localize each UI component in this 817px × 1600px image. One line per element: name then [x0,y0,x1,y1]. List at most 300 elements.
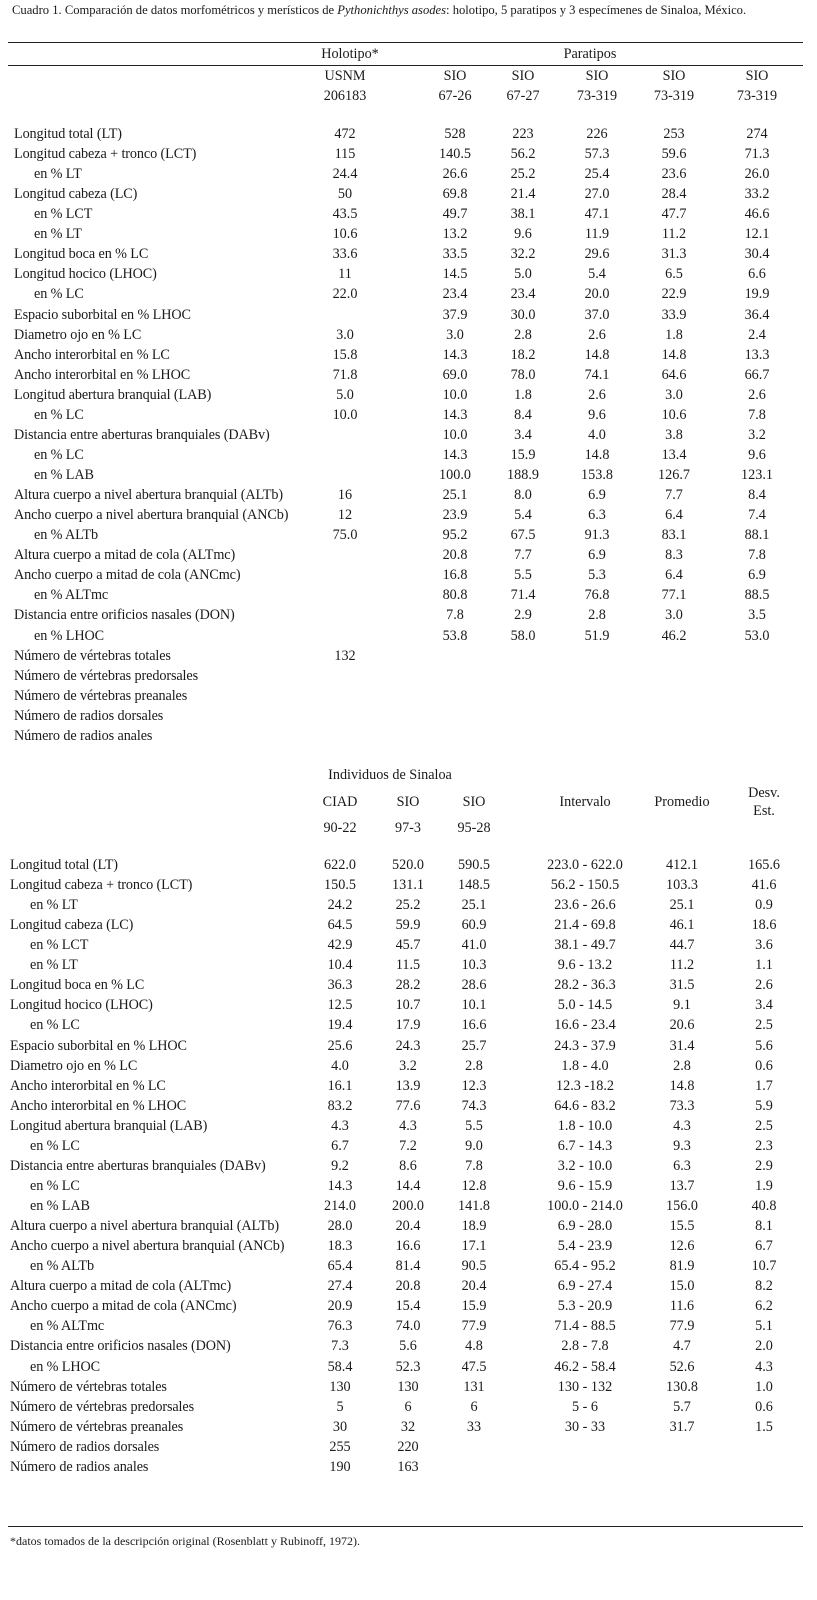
table-cell: 8.4 [748,487,766,504]
table-cell: 31.4 [669,1037,695,1054]
table-cell: 1.9 [755,1177,773,1194]
table-cell: 2.8 [514,326,532,343]
table-cell: 51.9 [584,627,610,644]
table-cell: 40.8 [751,1198,777,1215]
table-cell: 13.3 [744,346,770,363]
table-cell: 520.0 [392,857,424,873]
table-cell: 76.8 [584,587,610,604]
table-cell: 2.8 [465,1057,483,1074]
table-row [0,1397,817,1417]
row-label: Longitud cabeza + tronco (LCT) [14,146,197,163]
table-cell: 73.3 [669,1097,695,1114]
row-label: Longitud cabeza (LC) [14,186,138,203]
table-cell: 8.2 [755,1278,773,1295]
table-cell: 2.8 [673,1057,691,1074]
table-cell: 44.7 [669,937,695,954]
row-label: en % ALTb [34,527,98,544]
table-cell: 17.9 [395,1017,421,1034]
table-cell: 24.3 - 37.9 [554,1037,616,1054]
table2-col-1-name: SIO [396,794,420,810]
table-row [0,485,817,505]
table-cell: 5 [336,1398,344,1415]
table-cell: 4.7 [673,1338,691,1355]
row-label: Altura cuerpo a nivel abertura branquial (ALTb) [10,1218,279,1235]
table-cell: 5.1 [755,1318,773,1335]
table-cell: 200.0 [392,1198,424,1215]
table-cell: 56.2 - 150.5 [550,877,620,894]
table-cell: 2.5 [755,1117,773,1134]
table-cell: 5.6 [755,1037,773,1054]
table-cell: 31.3 [661,246,687,263]
table-cell: 5.3 - 20.9 [557,1298,613,1315]
row-label: Distancia entre orificios nasales (DON) [10,1338,231,1355]
table-cell: 17.1 [461,1238,487,1255]
table-cell: 67.5 [510,527,536,544]
table-cell: 4.3 [399,1117,417,1134]
table-row [0,666,817,686]
table-cell: 46.2 [661,627,687,644]
table-cell: 59.6 [661,146,687,163]
table1-col-3-number: 73-319 [576,88,618,104]
table-row [0,1196,817,1216]
table-row [0,144,817,164]
table-cell: 6 [470,1398,478,1415]
table-cell: 6.9 [588,487,606,504]
table-cell: 42.9 [327,937,353,954]
table1-col-0-number: 206183 [323,88,367,104]
row-label: en % LCT [34,206,93,223]
table-cell: 14.8 [669,1077,695,1094]
table-cell: 130 - 132 [557,1378,613,1395]
table-cell: 5.4 - 23.9 [557,1238,613,1255]
table-cell: 81.4 [395,1258,421,1275]
table-cell: 81.9 [669,1258,695,1275]
table-cell: 100.0 [439,467,471,484]
table-cell: 528 [444,126,466,142]
table-cell: 31.5 [669,977,695,994]
table-cell: 30.0 [510,306,536,323]
table-cell: 9.6 [588,406,606,423]
row-label: Número de vértebras totales [14,647,171,664]
table-cell: 36.3 [327,977,353,994]
table-cell: 223 [512,126,534,142]
footnote-rule [8,1526,803,1527]
table-row [0,975,817,995]
row-label: en % LCT [30,937,89,954]
caption-prefix: Cuadro 1. Comparación de datos morfométricos y merísticos de [12,3,338,17]
table-cell: 12 [337,507,353,524]
table-row [0,626,817,646]
table-cell: 26.0 [744,166,770,183]
table-cell: 18.6 [751,917,777,934]
table-cell: 64.6 - 83.2 [554,1097,616,1114]
table-cell: 10.7 [395,997,421,1014]
top-rule [8,42,803,43]
table-row [0,224,817,244]
row-label: Longitud abertura branquial (LAB) [10,1117,208,1134]
table-cell: 223.0 - 622.0 [547,857,623,873]
table-cell: 4.8 [465,1338,483,1355]
table-cell: 4.3 [673,1117,691,1134]
table-cell: 6.4 [665,507,683,524]
table-cell: 43.5 [332,206,358,223]
holotype-group-header: Holotipo* [321,46,379,62]
row-label: Distancia entre aberturas branquiales (DABv) [14,426,270,443]
table2-col-2-name: SIO [462,794,486,810]
table-cell: 53.8 [442,627,468,644]
table-row [0,1357,817,1377]
table-row [0,915,817,935]
table-cell: 13.2 [442,226,468,243]
table-cell: 74.1 [584,366,610,383]
table-row [0,1316,817,1336]
table-cell: 6.3 [673,1157,691,1174]
table2-col-4-name: Promedio [654,794,710,810]
table-cell: 1.8 [665,326,683,343]
table-cell: 1.8 - 4.0 [561,1057,609,1074]
table-cell: 622.0 [324,857,356,873]
table-cell: 8.1 [755,1218,773,1235]
row-label: Longitud hocico (LHOC) [14,266,157,283]
table-cell: 11.9 [584,226,610,243]
row-label: en % LC [30,1017,80,1034]
table-cell: 2.8 [588,607,606,624]
table-cell: 33.2 [744,186,770,203]
table-cell: 69.8 [442,186,468,203]
row-label: Ancho interorbital en % LHOC [14,366,191,383]
table-cell: 64.5 [327,917,353,934]
table-cell: 95.2 [442,527,468,544]
table-cell: 57.3 [584,146,610,163]
table-row [0,385,817,405]
table-cell: 32 [400,1418,416,1435]
table-row [0,244,817,264]
table-row [0,204,817,224]
table-cell: 60.9 [461,917,487,934]
table-cell: 41.0 [461,937,487,954]
table-cell: 148.5 [458,877,490,894]
table-cell: 52.3 [395,1358,421,1375]
table-cell: 28.4 [661,186,687,203]
table-cell: 4.3 [755,1358,773,1375]
table-row [0,305,817,325]
table2-col-0-name: CIAD [322,794,358,810]
row-label: en % LC [30,1177,80,1194]
table-cell: 20.4 [461,1278,487,1295]
table-cell: 33.5 [442,246,468,263]
table-cell: 2.6 [588,326,606,343]
table-cell: 9.6 - 13.2 [557,957,613,974]
table-cell: 115 [334,146,356,163]
table-cell: 0.6 [755,1057,773,1074]
table-cell: 2.3 [755,1137,773,1154]
table-cell: 3.2 - 10.0 [557,1157,613,1174]
table-cell: 58.4 [327,1358,353,1375]
table-cell: 16 [337,487,353,504]
table-cell: 37.9 [442,306,468,323]
table-row [0,895,817,915]
table-cell: 2.6 [748,386,766,403]
table-cell: 32.2 [510,246,536,263]
row-label: Longitud total (LT) [14,126,122,142]
table-cell: 5.0 [514,266,532,283]
table-cell: 16.6 [461,1017,487,1034]
table-row [0,935,817,955]
row-label: Longitud cabeza + tronco (LCT) [10,877,193,894]
row-label: Ancho cuerpo a nivel abertura branquial (ANCb) [14,507,289,524]
table-cell: 1.8 - 10.0 [557,1117,613,1134]
table-cell: 88.5 [744,587,770,604]
table-cell: 153.8 [581,467,613,484]
table-cell: 27.0 [584,186,610,203]
table-cell: 0.6 [755,1398,773,1415]
table-cell: 4.0 [588,426,606,443]
table-cell: 13.7 [669,1177,695,1194]
table-cell: 2.6 [588,386,606,403]
table-cell: 15.9 [510,446,536,463]
table-cell: 20.8 [395,1278,421,1295]
table-cell: 131 [463,1378,485,1395]
table-cell: 78.0 [510,366,536,383]
table-cell: 15.8 [332,346,358,363]
table-cell: 5.6 [399,1338,417,1355]
table-row [0,525,817,545]
table-cell: 2.4 [748,326,766,343]
table-cell: 8.0 [514,487,532,504]
table-cell: 3.6 [755,937,773,954]
table-cell: 53.0 [744,627,770,644]
table-cell: 14.3 [442,406,468,423]
table-row [0,565,817,585]
table-cell: 25.4 [584,166,610,183]
table-row [0,164,817,184]
table-row [0,1076,817,1096]
row-label: Longitud abertura branquial (LAB) [14,386,212,403]
table-cell: 11.6 [669,1298,695,1315]
table-cell: 11.5 [395,957,421,974]
table-cell: 6.7 - 14.3 [557,1137,613,1154]
table-row [0,1136,817,1156]
table-caption [12,2,802,19]
table1-col-5-number: 73-319 [736,88,778,104]
table-cell: 23.4 [442,286,468,303]
table-row [0,1236,817,1256]
row-label: Altura cuerpo a mitad de cola (ALTmc) [14,547,236,564]
table-cell: 6.7 [331,1137,349,1154]
table-row [0,686,817,706]
table-row [0,545,817,565]
row-label: Distancia entre orificios nasales (DON) [14,607,235,624]
table-cell: 13.9 [395,1077,421,1094]
table-cell: 6.6 [748,266,766,283]
table-cell: 77.9 [461,1318,487,1335]
table-cell: 71.4 - 88.5 [554,1318,616,1335]
table-cell: 20.0 [584,286,610,303]
row-label: Número de vértebras totales [10,1378,167,1395]
table-cell: 65.4 [327,1258,353,1275]
table-cell: 25.1 [442,487,468,504]
table-cell: 11.2 [661,226,687,243]
table-cell: 77.1 [661,587,687,604]
table-cell: 130 [329,1378,351,1395]
table-row [0,365,817,385]
table-cell: 26.6 [442,166,468,183]
row-label: Número de radios anales [10,1458,149,1475]
table-cell: 12.1 [744,226,770,243]
table-row [0,345,817,365]
table-cell: 15.0 [669,1278,695,1295]
table-cell: 23.4 [510,286,536,303]
table-cell: 10.0 [442,426,468,443]
table-cell: 47.7 [661,206,687,223]
table-cell: 2.9 [755,1157,773,1174]
table-cell: 20.9 [327,1298,353,1315]
table-cell: 28.2 [395,977,421,994]
row-label: Número de vértebras predorsales [10,1398,195,1415]
row-label: Espacio suborbital en % LHOC [14,306,191,323]
table-cell: 165.6 [748,857,780,873]
table-cell: 46.2 - 58.4 [554,1358,616,1375]
table2-col-5-number: Est. [753,803,775,819]
table-cell: 5 - 6 [571,1398,598,1415]
caption-suffix: : holotipo, 5 paratipos y 3 especímenes de Sinaloa, México. [446,3,747,17]
table-cell: 25.6 [327,1037,353,1054]
table-cell: 5.4 [588,266,606,283]
table-cell: 75.0 [332,527,358,544]
table-row [0,425,817,445]
table-cell: 33.9 [661,306,687,323]
row-label: Número de vértebras preanales [14,687,188,704]
table-cell: 12.3 [461,1077,487,1094]
table-cell: 6.9 [588,547,606,564]
table-row [0,1036,817,1056]
table-cell: 12.5 [327,997,353,1014]
row-label: Espacio suborbital en % LHOC [10,1037,187,1054]
row-label: Número de vértebras preanales [10,1418,184,1435]
table-cell: 9.3 [673,1137,691,1154]
table-cell: 19.9 [744,286,770,303]
table-cell: 131.1 [392,877,424,894]
table-row [0,1256,817,1276]
table-cell: 36.4 [744,306,770,323]
row-label: Longitud boca en % LC [10,977,145,994]
table-cell: 3.4 [755,997,773,1014]
row-label: Distancia entre aberturas branquiales (DABv) [10,1157,266,1174]
table-cell: 2.0 [755,1338,773,1355]
row-label: en % LAB [34,467,94,484]
table-row [0,1116,817,1136]
table-cell: 16.6 [395,1238,421,1255]
table-cell: 2.6 [755,977,773,994]
table-cell: 5.5 [465,1117,483,1134]
table-cell: 25.1 [669,897,695,914]
table1-col-5-name: SIO [745,68,769,84]
table-cell: 10.6 [661,406,687,423]
row-label: Ancho cuerpo a mitad de cola (ANCmc) [10,1298,237,1315]
table-cell: 37.0 [584,306,610,323]
table-cell: 5.7 [673,1398,691,1415]
table-cell: 1.8 [514,386,532,403]
table-cell: 18.3 [327,1238,353,1255]
row-label: en % LAB [30,1198,90,1215]
table-row [0,726,817,746]
table-cell: 23.6 [661,166,687,183]
table-cell: 33 [466,1418,482,1435]
table-cell: 7.7 [514,547,532,564]
table1-col-1-number: 67-26 [438,88,472,104]
table-row [0,1216,817,1236]
table-cell: 140.5 [439,146,471,163]
table-cell: 24.3 [395,1037,421,1054]
table-row [0,1417,817,1437]
table-cell: 132 [334,647,356,664]
table-cell: 12.3 -18.2 [556,1077,614,1094]
table1-col-1-name: SIO [443,68,467,84]
table-cell: 3.8 [665,426,683,443]
table-cell: 10.6 [332,226,358,243]
table-cell: 8.6 [399,1157,417,1174]
table-row [0,1015,817,1035]
footnote: *datos tomados de la descripción original (Rosenblatt y Rubinoff, 1972). [10,1534,361,1548]
table-cell: 7.8 [446,607,464,624]
table-cell: 91.3 [584,527,610,544]
table1-col-0-name: USNM [324,68,366,84]
table-cell: 22.0 [332,286,358,303]
table-cell: 71.4 [510,587,536,604]
table-cell: 188.9 [507,467,539,484]
table-cell: 46.1 [669,917,695,934]
table-cell: 38.1 - 49.7 [554,937,616,954]
table-cell: 274 [746,126,768,142]
table-cell: 2.8 - 7.8 [561,1338,609,1355]
row-label: en % LC [34,286,84,303]
table-cell: 25.2 [510,166,536,183]
table-cell: 472 [334,126,356,142]
table-row [0,855,817,875]
table-cell: 6.2 [755,1298,773,1315]
row-label: Número de radios dorsales [10,1438,160,1455]
table-cell: 7.8 [748,406,766,423]
table-cell: 12.6 [669,1238,695,1255]
table-row [0,1276,817,1296]
row-label: en % LHOC [30,1358,101,1375]
row-label: Diametro ojo en % LC [10,1057,138,1074]
table-cell: 23.9 [442,507,468,524]
table-cell: 8.3 [665,547,683,564]
table-row [0,875,817,895]
table-cell: 8.4 [514,406,532,423]
table-cell: 10.0 [332,406,358,423]
caption-species: Pythonichthys asodes [337,3,447,17]
table-row [0,1176,817,1196]
table-cell: 16.8 [442,567,468,584]
table-cell: 13.4 [661,446,687,463]
row-label: en % LT [30,897,78,914]
sinaloa-group-header: Individuos de Sinaloa [328,767,452,783]
table-cell: 5.4 [514,507,532,524]
table-cell: 3.5 [748,607,766,624]
row-label: Ancho cuerpo a nivel abertura branquial (ANCb) [10,1238,285,1255]
table-cell: 28.6 [461,977,487,994]
table-cell: 46.6 [744,206,770,223]
table-cell: 6.9 - 28.0 [557,1218,613,1235]
table-row [0,325,817,345]
table-cell: 77.9 [669,1318,695,1335]
table-cell: 56.2 [510,146,536,163]
table-cell: 15.5 [669,1218,695,1235]
table-cell: 9.2 [331,1157,349,1174]
table-cell: 253 [663,126,685,142]
